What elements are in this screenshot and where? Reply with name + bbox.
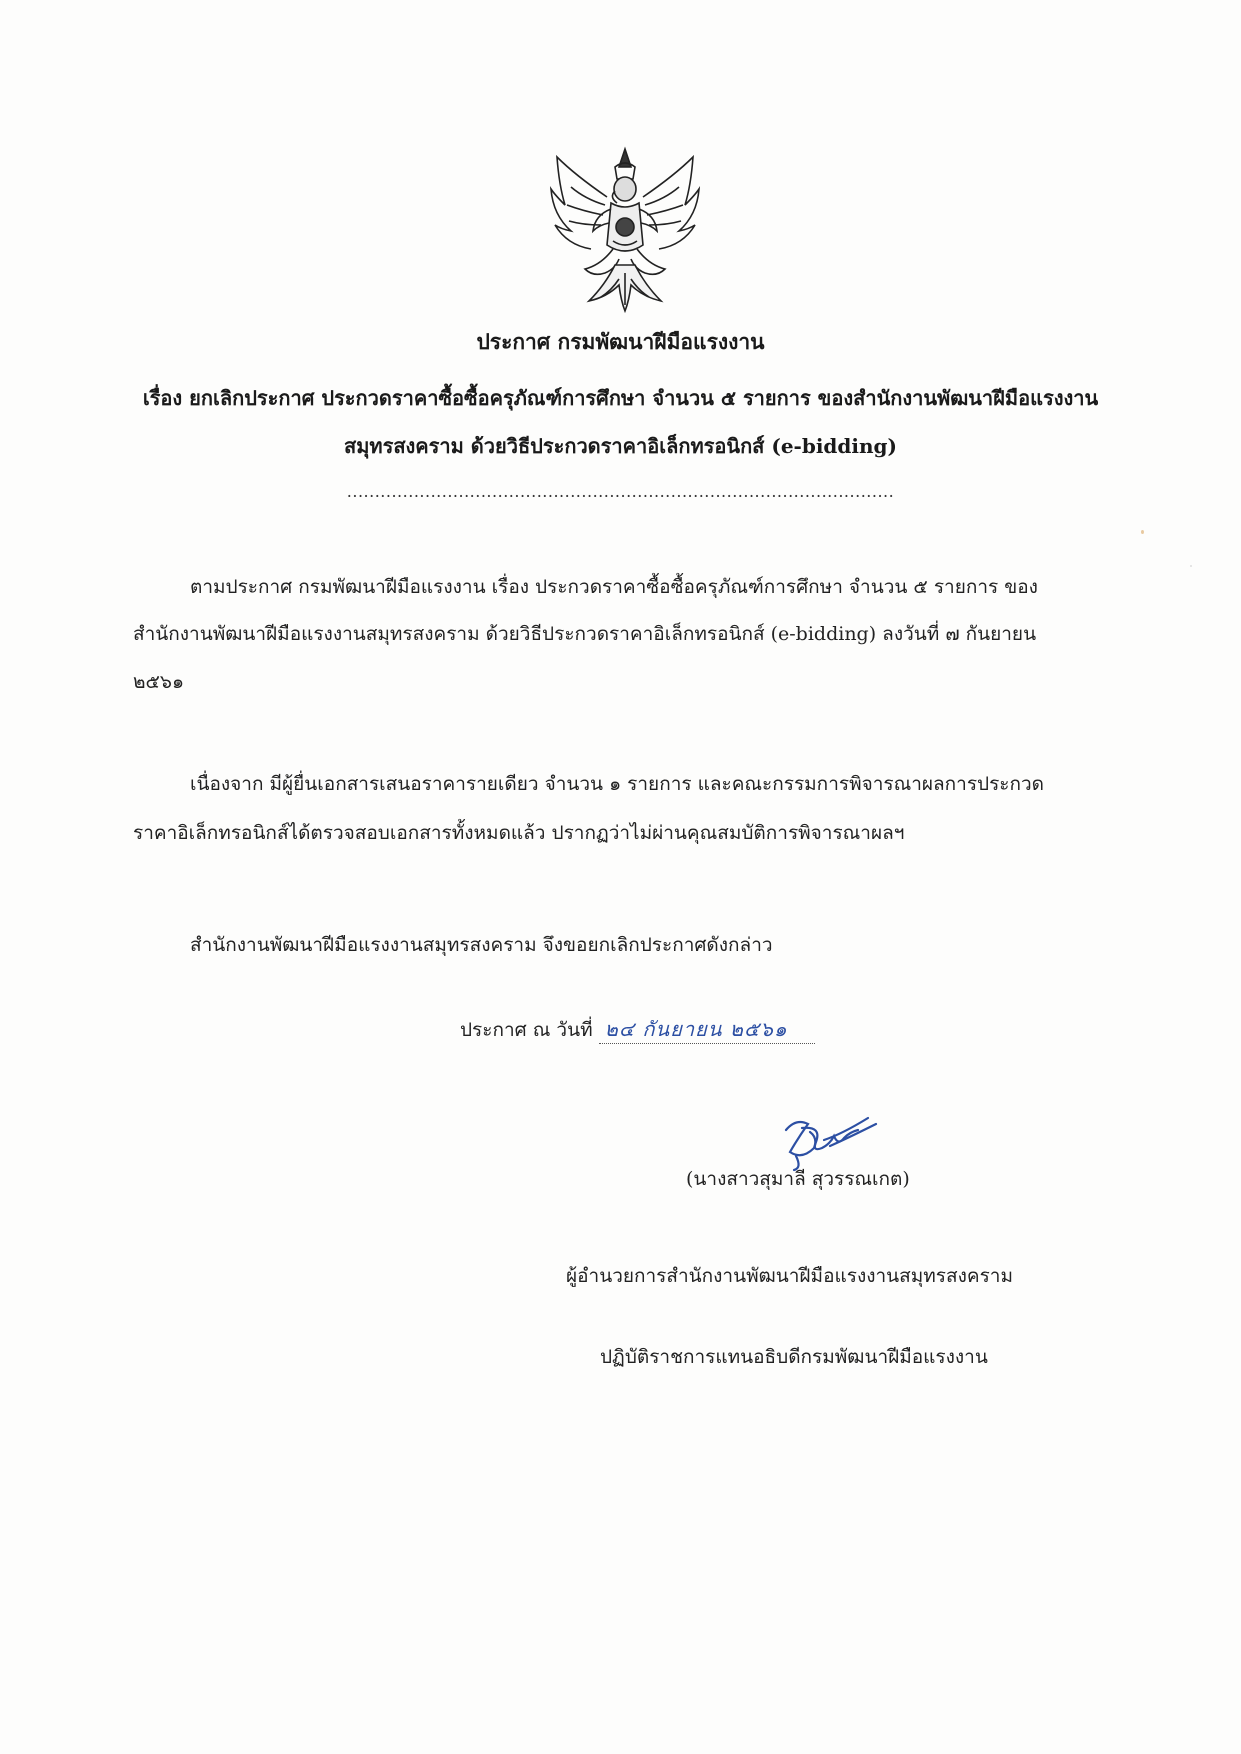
garuda-emblem-icon: [545, 145, 705, 315]
signer-position-2: ปฏิบัติราชการแทนอธิบดีกรมพัฒนาฝีมือแรงงาน: [600, 1346, 988, 1368]
subject-line-2: สมุทรสงคราม ด้วยวิธีประกวดราคาอิเล็กทรอนิกส์ (e-bidding): [344, 434, 897, 458]
subject-line-1: เรื่อง ยกเลิกประกาศ ประกวดราคาซื้อซื้อครุภัณฑ์การศึกษา จำนวน ๕ รายการ ของสำนักงานพัฒนาฝีมือแรงงาน: [142, 386, 1099, 410]
paragraph-2-line-2: ราคาอิเล็กทรอนิกส์ได้ตรวจสอบเอกสารทั้งหมดแล้ว ปรากฏว่าไม่ผ่านคุณสมบัติการพิจารณาผลฯ: [133, 822, 905, 844]
announce-date-row: [460, 1015, 815, 1044]
paragraph-1-line-1: ตามประกาศ กรมพัฒนาฝีมือแรงงาน เรื่อง ประกวดราคาซื้อซื้อครุภัณฑ์การศึกษา จำนวน ๕ รายการ ของ: [190, 576, 1038, 598]
signer-name: (นางสาวสุมาลี สุวรรณเกต): [686, 1168, 910, 1190]
announce-label: ประกาศ ณ วันที่: [460, 1019, 593, 1041]
announce-date: ๒๔ กันยายน ๒๕๖๑: [599, 1015, 815, 1044]
scan-speck: [1141, 530, 1144, 534]
paragraph-3: สำนักงานพัฒนาฝีมือแรงงานสมุทรสงคราม จึงขอยกเลิกประกาศดังกล่าว: [190, 934, 773, 956]
paragraph-2-line-1: เนื่องจาก มีผู้ยื่นเอกสารเสนอราคารายเดียว จำนวน ๑ รายการ และคณะกรรมการพิจารณาผลการประกวด: [190, 773, 1045, 795]
signer-position-1: ผู้อำนวยการสำนักงานพัฒนาฝีมือแรงงานสมุทรสงคราม: [566, 1265, 1013, 1287]
paragraph-1-line-3: ๒๕๖๑: [133, 671, 185, 693]
separator-dots: ..................................................................................................: [346, 482, 895, 501]
document-title: ประกาศ กรมพัฒนาฝีมือแรงงาน: [476, 329, 765, 354]
scan-speck: [1190, 565, 1192, 567]
paragraph-1-line-2: สำนักงานพัฒนาฝีมือแรงงานสมุทรสงคราม ด้วยวิธีประกวดราคาอิเล็กทรอนิกส์ (e-bidding) ลงวันที่ ๗ กันยายน: [133, 623, 1037, 645]
